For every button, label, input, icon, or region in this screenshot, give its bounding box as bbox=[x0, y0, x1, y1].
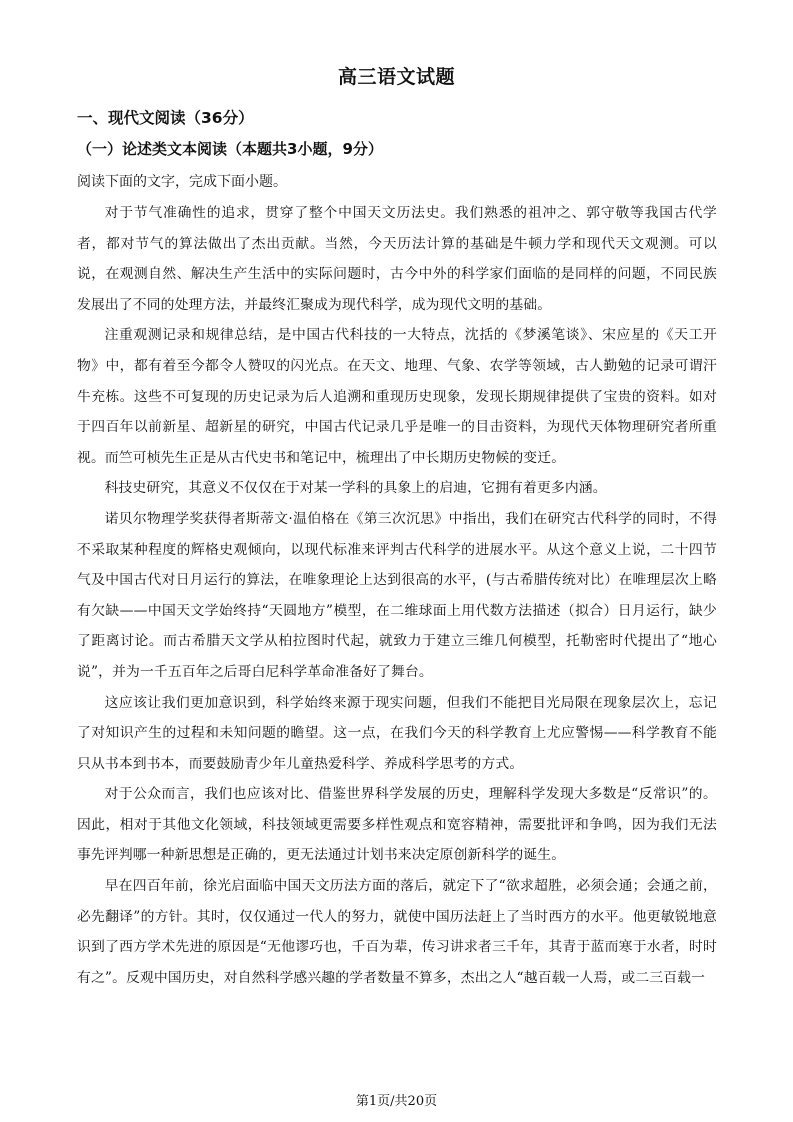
section-heading: 一、现代文阅读（36分） bbox=[77, 109, 254, 127]
paragraph: 早在四百年前，徐光启面临中国天文历法方面的落后，就定下了“欲求超胜，必须会通；会通之前，必先翻译”的方针。其时，仅仅通过一代人的努力，就使中国历法赶上了当时西方的水平。他更敏锐地意识到了西方学术先进的原因是“无他谬巧也，千百为辈，传习讲求者三千年，其青于蓝而寒于水者，时时有之”。反观中国历史，对自然科学感兴趣的学者数量不算多，杰出之人“越百载一人焉，或二三百载一 bbox=[77, 878, 717, 986]
paragraph: 注重观测记录和规律总结，是中国古代科技的一大特点，沈括的《梦溪笔谈》、宋应星的《天工开物》中，都有着至今都令人赞叹的闪光点。在天文、地理、气象、农学等领域，古人勤勉的记录可谓汗牛充栋。这些不可复现的历史记录为后人追溯和重现历史现象，发现长期规律提供了宝贵的资料。如对于四百年以前新星、超新星的研究，中国古代记录几乎是唯一的目击资料，为现代天体物理研究者所重视。而竺可桢先生正是从古代史书和笔记中，梳理出了中长期历史物候的变迁。 bbox=[77, 327, 717, 466]
subsection-heading: （一）论述类文本阅读（本题共3小题，9分） bbox=[77, 140, 383, 158]
page-title: 高三语文试题 bbox=[337, 66, 455, 88]
paragraph: 科技史研究，其意义不仅仅在于对某一学科的具象上的启迪，它拥有着更多内涵。 bbox=[104, 480, 607, 497]
page-number: 第1页/共20页 bbox=[355, 1094, 438, 1109]
reading-instruction: 阅读下面的文字，完成下面小题。 bbox=[77, 174, 287, 190]
paragraph: 诺贝尔物理学奖获得者斯蒂文·温伯格在《第三次沉思》中指出，我们在研究古代科学的同时，不得不采取某种程度的辉格史观倾向，以现代标准来评判古代科学的进展水平。从这个意义上说，二十四节气及中国古代对日月运行的算法，在唯象理论上达到很高的水平，(与古希腊传统对比）在唯理层次上略有欠缺——中国天文学始终持“天圆地方”模型，在二维球面上用代数方法描述（拟合）日月运行，缺少了距离讨论。而古希腊天文学从柏拉图时代起，就致力于建立三维几何模型，托勒密时代提出了“地心说”，并为一千五百年之后哥白尼科学革命准备好了舞台。 bbox=[77, 510, 717, 680]
paragraph: 这应该让我们更加意识到，科学始终来源于现实问题，但我们不能把目光局限在现象层次上，忘记了对知识产生的过程和未知问题的瞻望。这一点，在我们今天的科学教育上尤应警惕——科学教育不能只从书本到书本，而要鼓励青少年儿童热爱科学、养成科学思考的方式。 bbox=[77, 694, 717, 772]
paragraph: 对于节气准确性的追求，贯穿了整个中国天文历法史。我们熟悉的祖冲之、郭守敬等我国古代学者，都对节气的算法做出了杰出贡献。当然，今天历法计算的基础是牛顿力学和现代天文观测。可以说，在观测自然、解决生产生活中的实际问题时，古今中外的科学家们面临的是同样的问题，不同民族发展出了不同的处理方法，并最终汇聚成为现代科学，成为现代文明的基础。 bbox=[77, 205, 717, 313]
paragraph: 对于公众而言，我们也应该对比、借鉴世界科学发展的历史，理解科学发现大多数是“反常识”的。因此，相对于其他文化领域，科技领域更需要多样性观点和宽容精神，需要批评和争鸣，因为我们无法事先评判哪一种新思想是正确的，更无法通过计划书来决定原创新科学的诞生。 bbox=[77, 786, 717, 864]
reading-passage bbox=[77, 198, 717, 993]
